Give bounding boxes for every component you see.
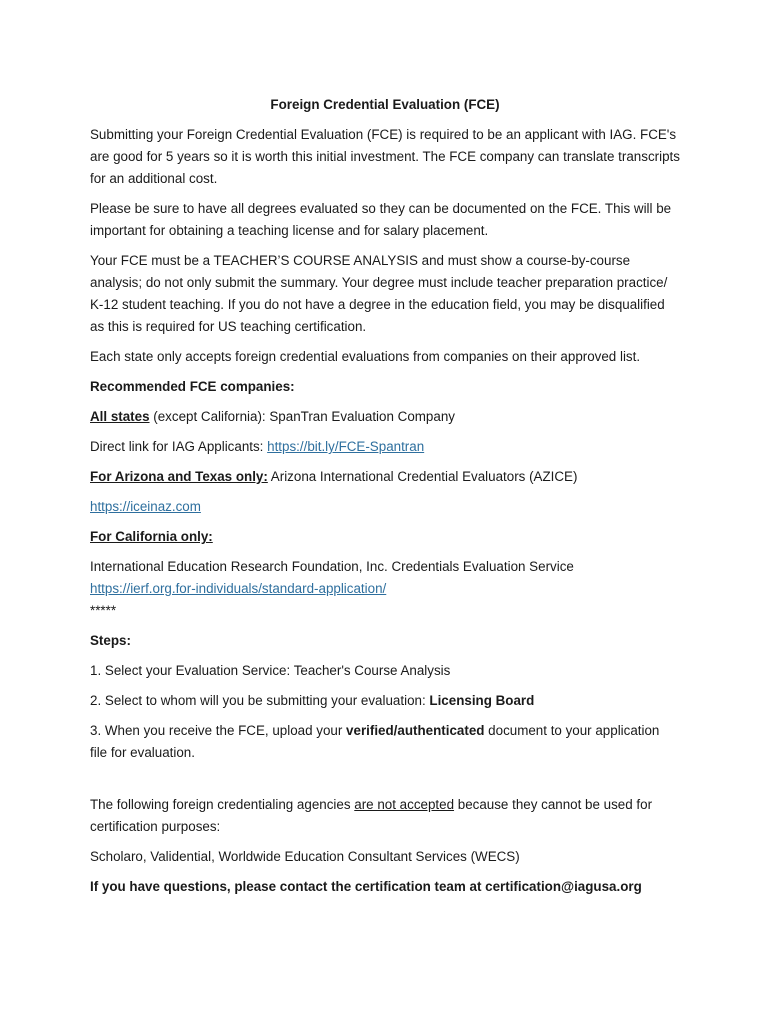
all-states-text: (except California): SpanTran Evaluation Company bbox=[149, 409, 455, 424]
not-accepted-prefix: The following foreign credentialing agencies bbox=[90, 797, 355, 812]
step-2 bbox=[90, 690, 680, 712]
direct-link-label: Direct link for IAG Applicants: bbox=[90, 439, 268, 454]
step-3-bold: verified/authenticated bbox=[346, 723, 485, 738]
all-states-label: All states bbox=[90, 409, 150, 424]
steps-heading: Steps: bbox=[90, 633, 131, 648]
ierf-link[interactable]: https://ierf.org.for-individuals/standard-application/ bbox=[90, 581, 387, 596]
document-title: Foreign Credential Evaluation (FCE) bbox=[270, 97, 500, 112]
paragraph-requirement: Submitting your Foreign Credential Evaluation (FCE) is required to be an applicant with IAG. FCE's are good for 5 years so it is worth this initial investment. The FCE company can translate transcripts for an additional cost. bbox=[90, 127, 680, 186]
step-1: 1. Select your Evaluation Service: Teacher's Course Analysis bbox=[90, 663, 451, 678]
step-2-text: 2. Select to whom will you be submitting your evaluation: bbox=[90, 693, 430, 708]
not-accepted-paragraph bbox=[90, 794, 680, 838]
ierf-org-name: International Education Research Foundation, Inc. Credentials Evaluation Service bbox=[90, 559, 574, 574]
step-3-prefix: 3. When you receive the FCE, upload your bbox=[90, 723, 347, 738]
spantran-link[interactable]: https://bit.ly/FCE-Spantran bbox=[267, 439, 425, 454]
california-block bbox=[90, 556, 680, 622]
not-accepted-list: Scholaro, Validential, Worldwide Education Consultant Services (WECS) bbox=[90, 849, 520, 864]
step-3 bbox=[90, 720, 680, 764]
az-tx-line bbox=[90, 466, 680, 488]
contact-line: If you have questions, please contact the certification team at certification@iagusa.org bbox=[90, 879, 642, 894]
direct-link-line bbox=[90, 436, 680, 458]
az-tx-text: Arizona International Credential Evaluators (AZICE) bbox=[267, 469, 578, 484]
paragraph-course-analysis: Your FCE must be a TEACHER’S COURSE ANALYSIS and must show a course-by-course analysis; do not only submit the summary. Your degree must include teacher preparation practice/ K-12 student teaching. If you do not have a degree in the education field, you may be disqualified as this is required for US teaching certification. bbox=[90, 253, 668, 334]
recommended-heading: Recommended FCE companies: bbox=[90, 379, 295, 394]
all-states-line bbox=[90, 406, 680, 428]
separator: ***** bbox=[90, 603, 117, 618]
az-tx-label: For Arizona and Texas only: bbox=[90, 469, 268, 484]
iceinaz-line bbox=[90, 496, 680, 518]
not-accepted-suffix: because they cannot be used for certification purposes: bbox=[90, 797, 653, 834]
california-label: For California only: bbox=[90, 529, 213, 544]
paragraph-degrees: Please be sure to have all degrees evaluated so they can be documented on the FCE. This will be important for obtaining a teaching license and for salary placement. bbox=[90, 201, 672, 238]
paragraph-approved-list: Each state only accepts foreign credential evaluations from companies on their approved list. bbox=[90, 349, 641, 364]
iceinaz-link[interactable]: https://iceinaz.com bbox=[90, 499, 201, 514]
step-3-suffix: document to your application file for evaluation. bbox=[90, 723, 660, 760]
not-accepted-underlined: are not accepted bbox=[354, 797, 455, 812]
step-2-bold: Licensing Board bbox=[429, 693, 535, 708]
